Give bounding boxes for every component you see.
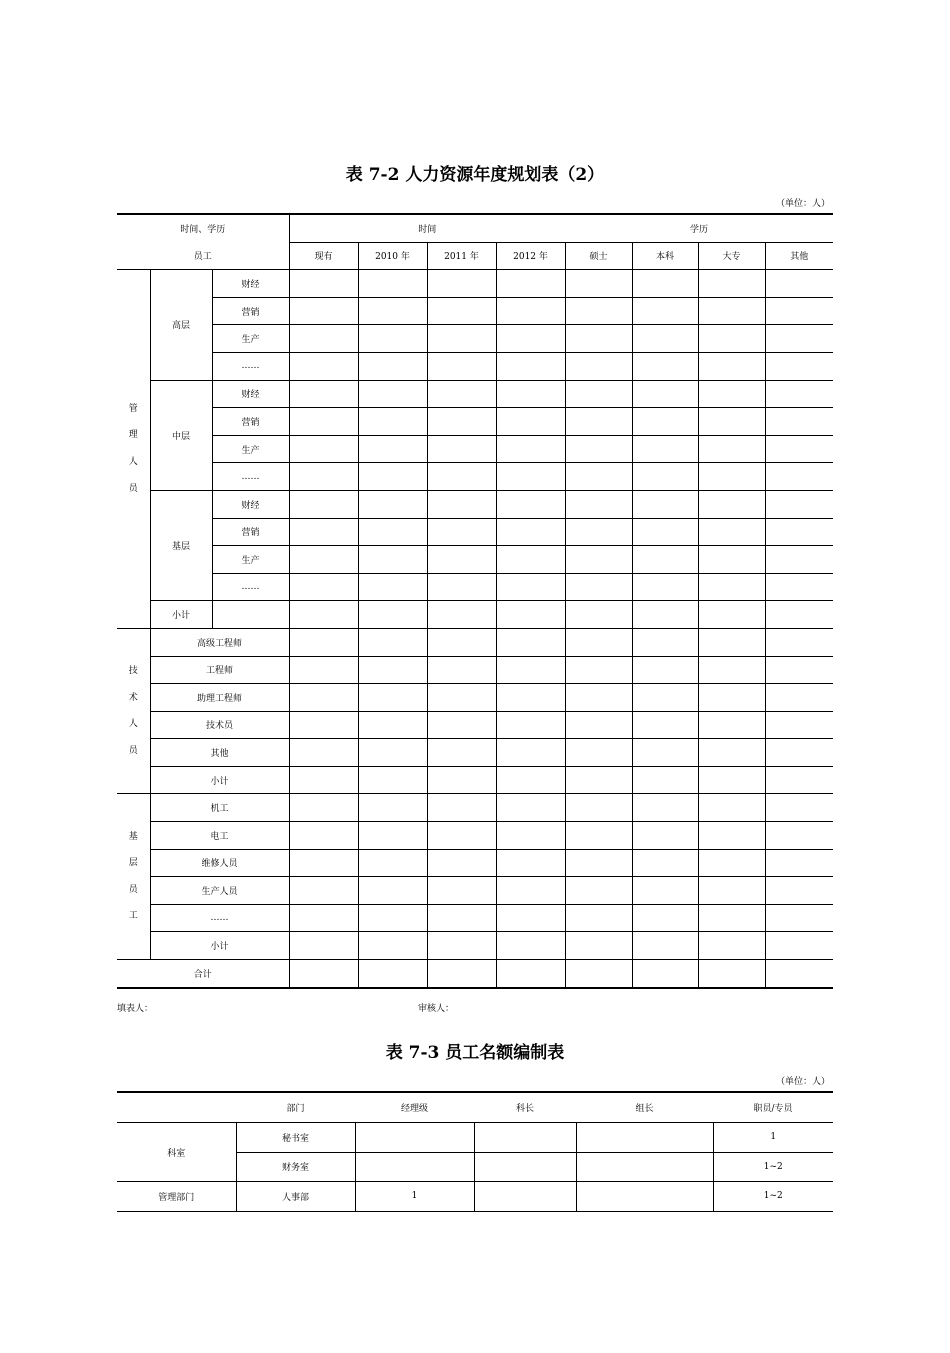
col-header: 现有 <box>289 242 358 270</box>
table-row <box>117 435 833 463</box>
staff-quota-table <box>117 1091 833 1212</box>
header-staff: 员工 <box>117 242 289 270</box>
table-row <box>117 601 833 629</box>
table-row <box>117 546 833 574</box>
dept-label: 财经 <box>212 490 289 518</box>
header-row-2 <box>117 242 833 270</box>
dept-label: 生产 <box>212 435 289 463</box>
dept-label: 营销 <box>212 408 289 436</box>
table-row <box>117 932 833 960</box>
dept-label: 营销 <box>212 518 289 546</box>
table-row <box>117 352 833 380</box>
header-row <box>117 1092 833 1123</box>
table-row <box>117 1123 833 1153</box>
header-time: 时间 <box>289 214 565 242</box>
dept-label: …… <box>212 352 289 380</box>
table-row <box>117 297 833 325</box>
mgmt-staff-label: 管 理 人 员 <box>117 270 150 629</box>
staff-count: 1~2 <box>713 1182 833 1212</box>
dept-label: 营销 <box>212 297 289 325</box>
table-row <box>117 628 833 656</box>
col-header: 部门 <box>236 1092 355 1123</box>
table1-unit: （单位：人） <box>775 199 830 209</box>
level-high: 高层 <box>150 270 212 380</box>
reviewer-label: 审核人： <box>418 1004 455 1014</box>
table-row <box>117 822 833 850</box>
staff-count: 1 <box>713 1123 833 1153</box>
col-header: 2011 年 <box>427 242 496 270</box>
table2-unit: （单位：人） <box>775 1077 830 1087</box>
table1-title: 表 7-2 人力资源年度规划表（2） <box>345 165 605 185</box>
col-header: 科长 <box>474 1092 576 1123</box>
tech-row-label: 助理工程师 <box>150 684 289 712</box>
dept-label: 财经 <box>212 270 289 298</box>
col-header: 2010 年 <box>358 242 427 270</box>
col-header: 组长 <box>576 1092 713 1123</box>
total-row <box>117 960 833 988</box>
tech-row-label: 技术员 <box>150 711 289 739</box>
dept-label: 财务室 <box>236 1152 355 1182</box>
col-header: 经理级 <box>355 1092 474 1123</box>
col-header: 2012 年 <box>496 242 565 270</box>
tech-row-label: 小计 <box>150 766 289 794</box>
table-row <box>117 518 833 546</box>
table-row <box>117 270 833 298</box>
table-row <box>117 380 833 408</box>
filler-label: 填表人： <box>117 1004 154 1014</box>
col-header: 其他 <box>765 242 833 270</box>
dept-label: 财经 <box>212 380 289 408</box>
tech-row-label: 工程师 <box>150 656 289 684</box>
basic-row-label: 生产人员 <box>150 877 289 905</box>
col-header: 本科 <box>632 242 698 270</box>
col-header: 硕士 <box>565 242 632 270</box>
table-row <box>117 739 833 767</box>
mgmt-dept-label: 管理部门 <box>117 1182 236 1212</box>
staff-count: 1~2 <box>713 1152 833 1182</box>
basic-row-label: 电工 <box>150 822 289 850</box>
hr-annual-plan-table <box>117 213 833 989</box>
manager-count: 1 <box>355 1182 474 1212</box>
dept-label: 生产 <box>212 546 289 574</box>
col-header: 职员/专员 <box>713 1092 833 1123</box>
dept-label: 人事部 <box>236 1182 355 1212</box>
table-row <box>117 904 833 932</box>
header-time-edu: 时间、学历 <box>117 214 289 242</box>
table-row <box>117 325 833 353</box>
col-header: 大专 <box>698 242 765 270</box>
tech-row-label: 高级工程师 <box>150 628 289 656</box>
header-row-1 <box>117 214 833 242</box>
tech-row-label: 其他 <box>150 739 289 767</box>
level-middle: 中层 <box>150 380 212 490</box>
table-row <box>117 1182 833 1212</box>
dept-label: …… <box>212 463 289 491</box>
table-row <box>117 794 833 822</box>
table-row <box>117 766 833 794</box>
total-label: 合计 <box>117 960 289 988</box>
dept-label: …… <box>212 573 289 601</box>
office-label: 科室 <box>117 1123 236 1182</box>
table-row <box>117 849 833 877</box>
table2-title: 表 7-3 员工名额编制表 <box>385 1043 565 1063</box>
level-basic: 基层 <box>150 490 212 600</box>
basic-row-label: 维修人员 <box>150 849 289 877</box>
table-row <box>117 684 833 712</box>
table-row <box>117 463 833 491</box>
dept-label: 生产 <box>212 325 289 353</box>
dept-label: 秘书室 <box>236 1123 355 1153</box>
table-row <box>117 490 833 518</box>
table-row <box>117 573 833 601</box>
table-row <box>117 877 833 905</box>
table-row <box>117 656 833 684</box>
mgmt-subtotal: 小计 <box>150 601 212 629</box>
table-row <box>117 711 833 739</box>
basic-row-label: 小计 <box>150 932 289 960</box>
basic-row-label: …… <box>150 904 289 932</box>
tech-staff-label: 技 术 人 员 <box>117 628 150 794</box>
basic-staff-label: 基 层 员 工 <box>117 794 150 960</box>
basic-row-label: 机工 <box>150 794 289 822</box>
header-edu: 学历 <box>565 214 833 242</box>
table-row <box>117 408 833 436</box>
